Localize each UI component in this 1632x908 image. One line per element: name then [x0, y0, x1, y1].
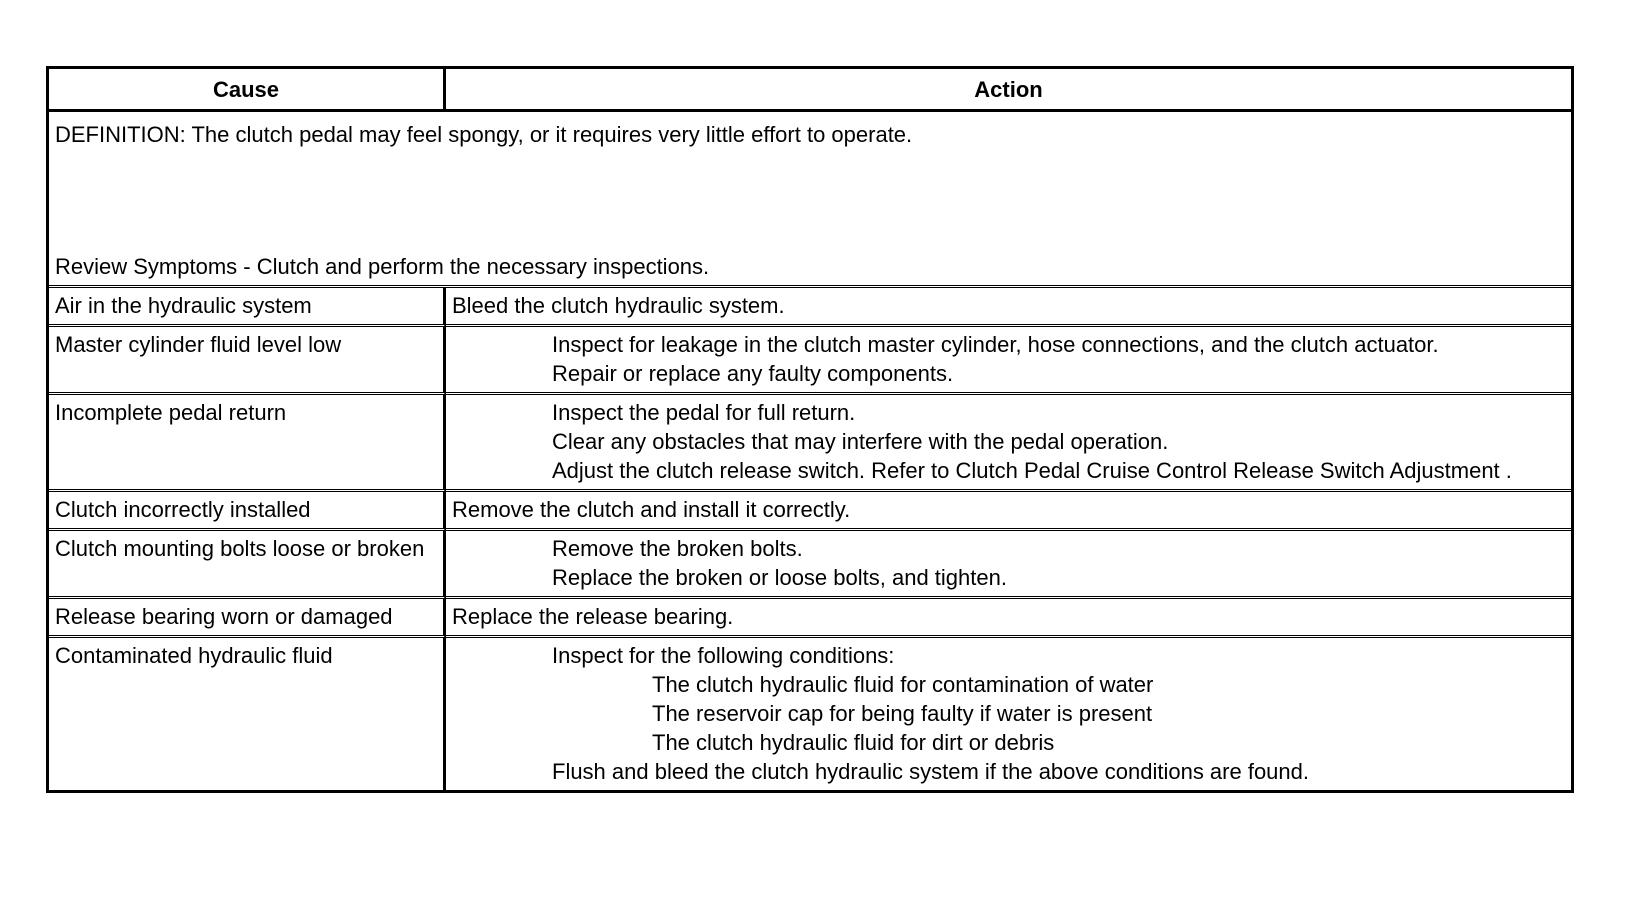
- action-cell: [446, 638, 1571, 790]
- table-row: [49, 288, 1571, 327]
- definition-text: DEFINITION: The clutch pedal may feel spongy, or it requires very little effort to operate.: [55, 122, 913, 147]
- action-cell: Bleed the clutch hydraulic system.: [446, 288, 1571, 327]
- review-symptoms-text: Review Symptoms - Clutch and perform the necessary inspections.: [55, 254, 710, 279]
- table-row: [49, 531, 1571, 599]
- action-header: Action: [446, 69, 1571, 112]
- action-cell: Remove the clutch and install it correctly.: [446, 492, 1571, 531]
- action-steps: [452, 534, 1565, 592]
- action-steps: [452, 330, 1565, 388]
- definition-cell: [49, 112, 1571, 288]
- action-step: Repair or replace any faulty components.: [552, 361, 954, 386]
- action-cell: [446, 327, 1571, 395]
- action-steps: [452, 398, 1565, 485]
- action-step: Inspect the pedal for full return.: [552, 400, 856, 425]
- cause-header: Cause: [49, 69, 446, 112]
- cause-cell: Clutch mounting bolts loose or broken: [49, 531, 446, 599]
- cause-cell: Contaminated hydraulic fluid: [49, 638, 446, 790]
- action-step: Remove the broken bolts.: [552, 536, 803, 561]
- action-cell: Replace the release bearing.: [446, 599, 1571, 638]
- table-row: [49, 395, 1571, 492]
- cause-cell: Clutch incorrectly installed: [49, 492, 446, 531]
- cause-cell: Release bearing worn or damaged: [49, 599, 446, 638]
- cause-cell: Incomplete pedal return: [49, 395, 446, 492]
- action-steps: [452, 641, 1565, 786]
- action-cell: [446, 531, 1571, 599]
- action-step: Clear any obstacles that may interfere with the pedal operation.: [552, 429, 1169, 454]
- clutch-diagnosis-table: [46, 66, 1574, 793]
- action-step: [552, 641, 1565, 757]
- header-row: [49, 69, 1571, 112]
- condition-list: [552, 670, 1565, 757]
- action-step: Adjust the clutch release switch. Refer to Clutch Pedal Cruise Control Release Switch Adjustment .: [552, 458, 1512, 483]
- table-row: [49, 638, 1571, 790]
- condition-item: The clutch hydraulic fluid for contamination of water: [652, 672, 1154, 697]
- table-row: [49, 599, 1571, 638]
- cause-cell: Master cylinder fluid level low: [49, 327, 446, 395]
- table-row: [49, 327, 1571, 395]
- inspect-intro: Inspect for the following conditions:: [552, 643, 895, 668]
- cause-cell: Air in the hydraulic system: [49, 288, 446, 327]
- condition-item: The clutch hydraulic fluid for dirt or debris: [652, 730, 1055, 755]
- condition-item: The reservoir cap for being faulty if water is present: [652, 701, 1153, 726]
- action-step: Flush and bleed the clutch hydraulic system if the above conditions are found.: [552, 759, 1310, 784]
- action-step: Inspect for leakage in the clutch master cylinder, hose connections, and the clutch actuator.: [552, 332, 1439, 357]
- action-step: Replace the broken or loose bolts, and tighten.: [552, 565, 1007, 590]
- action-cell: [446, 395, 1571, 492]
- table-row: [49, 492, 1571, 531]
- definition-row: [49, 112, 1571, 288]
